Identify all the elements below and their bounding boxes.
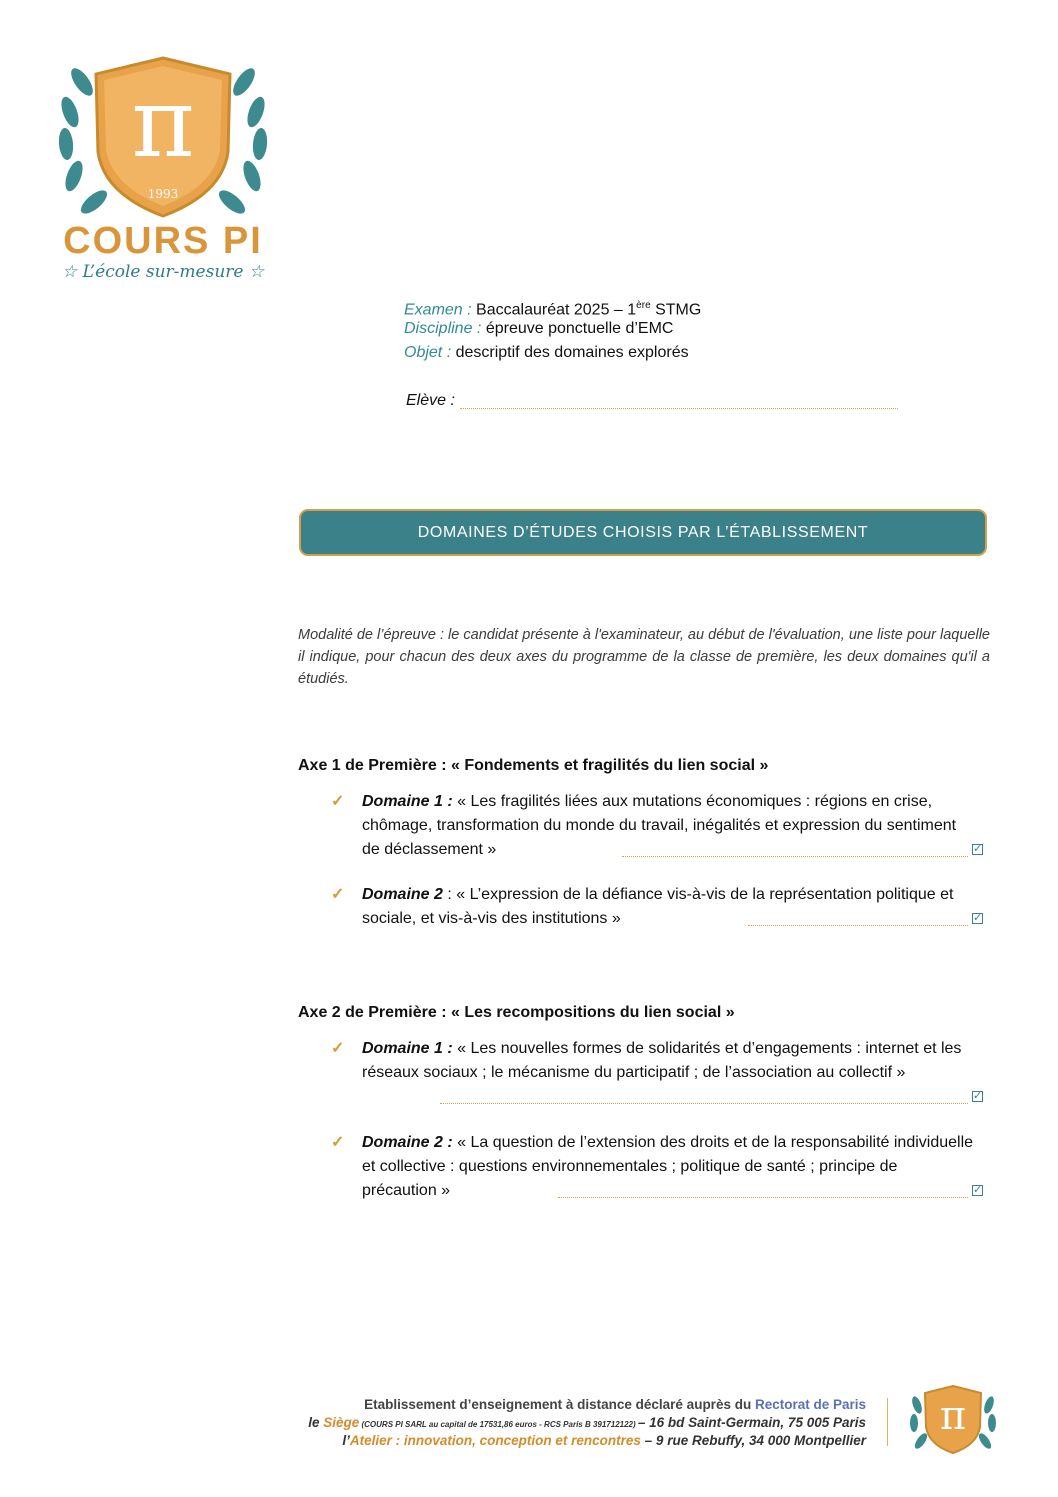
check-icon: ✓ <box>331 1134 345 1151</box>
footer-line-2 <box>308 1415 866 1430</box>
logo-year: 1993 <box>147 187 179 201</box>
examen-sup: ère <box>636 300 651 311</box>
examen-label: Examen : <box>404 301 472 319</box>
examen-value: Baccalauréat 2025 – 1 <box>476 301 637 319</box>
axe-1-domaine-1 <box>362 790 974 862</box>
discipline-value: épreuve ponctuelle d’EMC <box>485 320 674 337</box>
modalite-text: Modalité de l’épreuve : le candidat présente à l'examinateur, au début de l'évaluation, une liste pour laquelle il indique, pour chacun des deux axes du programme de la classe de première, les deux domaines qu'il a étudiés. <box>298 627 990 687</box>
domaine-label: Domaine 1 : <box>362 793 453 810</box>
check-icon: ✓ <box>331 793 345 810</box>
domaine-text: « Les fragilités liées aux mutations économiques : régions en crise, chômage, transformation du monde du travail, inégalités et expression du sentiment de déclassement » <box>362 793 957 858</box>
footer-line2-le: le <box>308 1415 324 1430</box>
objet-value: descriptif des domaines explorés <box>455 344 689 361</box>
footer-line-3 <box>342 1433 866 1448</box>
section-banner: DOMAINES D’ÉTUDES CHOISIS PAR L’ÉTABLISSEMENT <box>299 509 987 556</box>
domaine-text: « Les nouvelles formes de solidarités et d’engagements : internet et les réseaux sociaux ; le mécanisme du participatif ; de l’association au collectif » <box>362 1040 962 1081</box>
footer-siege: Siège <box>323 1415 360 1430</box>
dotted-leader <box>748 925 968 926</box>
logo-wordmark: COURS PI <box>63 220 263 262</box>
footer-shield-emblem <box>905 1383 1001 1455</box>
dotted-leader <box>558 1197 968 1198</box>
checkbox-checked-icon[interactable]: ✓ <box>973 1090 983 1102</box>
domaine-text: « La question de l’extension des droits et de la responsabilité individuelle et collective : questions environnementales ; politique de santé ; principe de précaution » <box>362 1134 974 1199</box>
axe-2-domaine-2 <box>362 1131 974 1203</box>
axe-1-title: Axe 1 de Première : « Fondements et fragilités du lien social » <box>298 757 769 774</box>
footer-line-1 <box>364 1397 866 1412</box>
footer-atelier: Atelier <box>349 1433 392 1448</box>
logo-tagline: ☆ L’école sur-mesure ☆ <box>61 262 265 282</box>
dotted-leader <box>440 1103 968 1104</box>
dotted-leader <box>622 856 968 857</box>
laurel-shield-emblem <box>52 52 274 222</box>
objet-label: Objet : <box>404 344 452 361</box>
check-icon: ✓ <box>331 886 345 903</box>
cours-pi-logo <box>52 52 274 284</box>
domaine-label: Domaine 2 <box>362 886 443 903</box>
domaine-label: Domaine 2 : <box>362 1134 453 1151</box>
footer-legal-small: (COURS PI SARL au capital de 17531,86 euros - RCS Paris B 391712122) <box>359 1420 638 1429</box>
footer-atelier-address: – 9 rue Rebuffy, 34 000 Montpellier <box>640 1433 866 1448</box>
eleve-name-field[interactable] <box>460 408 898 409</box>
objet-line <box>404 341 689 364</box>
footer-atelier-desc: : innovation, conception et rencontres <box>391 1433 641 1448</box>
axe-1-domaine-2 <box>362 883 974 931</box>
domaine-text: : « L’expression de la défiance vis-à-vis de la représentation politique et sociale, et vis-à-vis des institutions » <box>362 886 954 927</box>
eleve-label: Elève : <box>406 392 455 409</box>
checkbox-checked-icon[interactable]: ✓ <box>973 843 983 855</box>
footer-divider <box>887 1398 888 1446</box>
check-icon: ✓ <box>331 1040 345 1057</box>
checkbox-checked-icon[interactable]: ✓ <box>973 912 983 924</box>
footer-pi-symbol: π <box>939 1393 967 1439</box>
rectorat-link[interactable]: Rectorat de Paris <box>754 1397 866 1412</box>
footer-siege-address: – 16 bd Saint-Germain, 75 005 Paris <box>637 1415 866 1430</box>
discipline-line <box>404 317 673 340</box>
pi-symbol: π <box>131 67 195 179</box>
footer-line1-prefix: Etablissement d’enseignement à distance déclaré auprès du <box>364 1397 755 1412</box>
axe-2-domaine-1 <box>362 1037 974 1085</box>
axe-2-title: Axe 2 de Première : « Les recompositions du lien social » <box>298 1004 735 1021</box>
examen-suffix: STMG <box>650 301 702 319</box>
checkbox-checked-icon[interactable]: ✓ <box>973 1184 983 1196</box>
footer-line3-l: l’ <box>342 1433 350 1448</box>
footer-logo <box>905 1383 1001 1455</box>
discipline-label: Discipline : <box>404 320 482 337</box>
domaine-label: Domaine 1 : <box>362 1040 453 1057</box>
